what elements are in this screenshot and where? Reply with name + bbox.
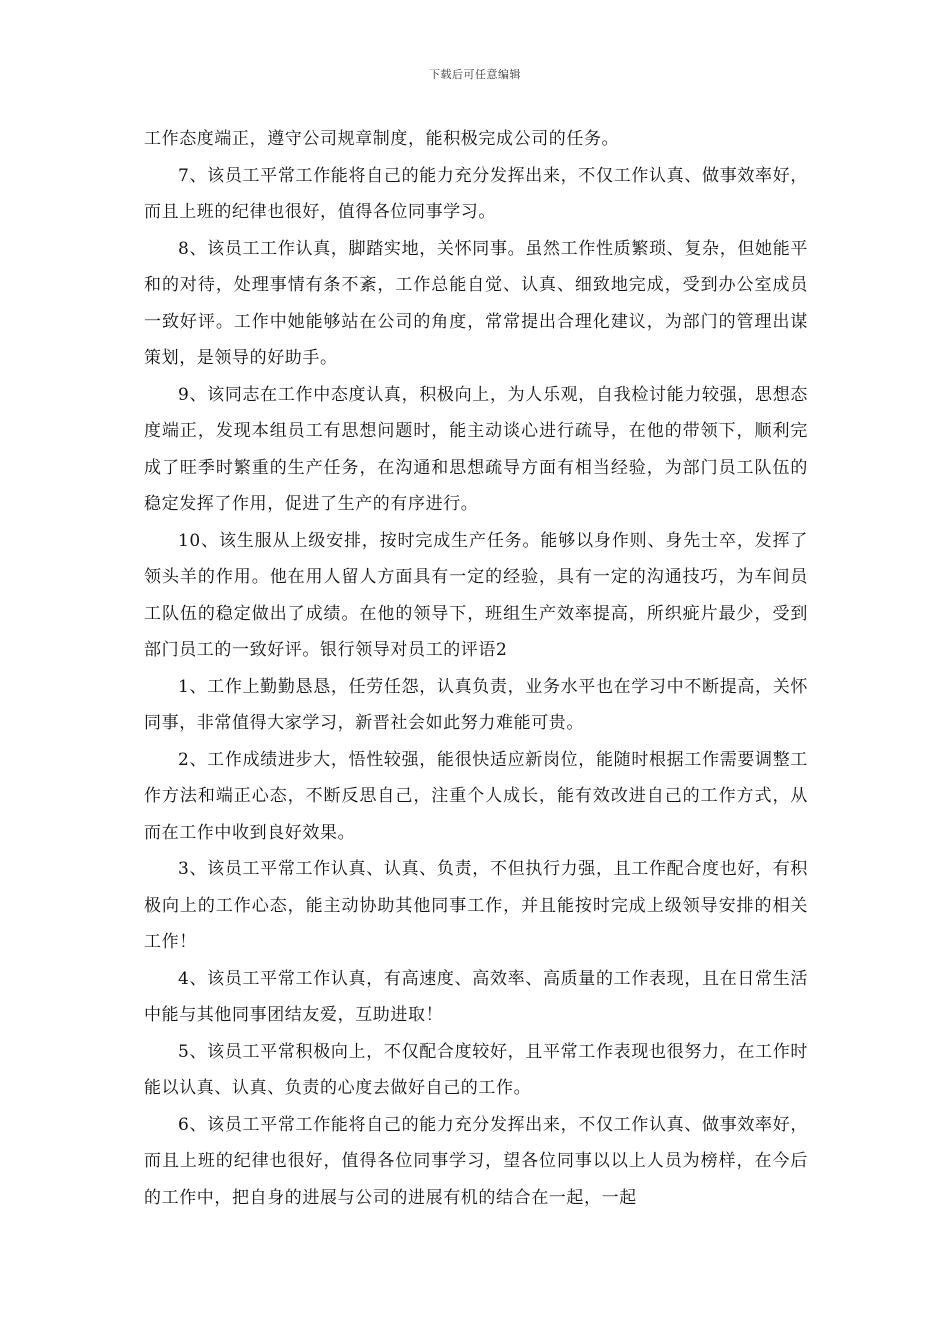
paragraph-item-7: 7、该员工平常工作能将自己的能力充分发挥出来，不仅工作认真、做事效率好，而且上班的纪律也很好，值得各位同事学习。 bbox=[144, 165, 808, 222]
document-body bbox=[144, 121, 808, 1216]
paragraph-item-4: 4、该员工平常工作认真，有高速度、高效率、高质量的工作表现，且在日常生活中能与其他同事团结友爱，互助进取！ bbox=[144, 968, 808, 1025]
paragraph-item-9: 9、该同志在工作中态度认真，积极向上，为人乐观，自我检讨能力较强，思想态度端正，发现本组员工有思想问题时，能主动谈心进行疏导，在他的带领下，顺利完成了旺季时繁重的生产任务，在沟通和思想疏导方面有相当经验，为部门员工队伍的稳定发挥了作用，促进了生产的有序进行。 bbox=[144, 384, 808, 514]
paragraph-item-5: 5、该员工平常积极向上，不仅配合度较好，且平常工作表现也很努力，在工作时能以认真、认真、负责的心度去做好自己的工作。 bbox=[144, 1041, 808, 1098]
paragraph-item-1: 1、工作上勤勤恳恳，任劳任怨，认真负责，业务水平也在学习中不断提高，关怀同事，非常值得大家学习，新晋社会如此努力难能可贵。 bbox=[144, 676, 808, 733]
paragraph-item-10: 10、该生服从上级安排，按时完成生产任务。能够以身作则、身先士卒，发挥了领头羊的作用。他在用人留人方面具有一定的经验，具有一定的沟通技巧，为车间员工队伍的稳定做出了成绩。在他的领导下，班组生产效率提高，所织疵片最少，受到部门员工的一致好评。银行领导对员工的评语2 bbox=[144, 530, 808, 660]
page-header: 下载后可任意编辑 bbox=[429, 68, 521, 81]
paragraph-continuation: 工作态度端正，遵守公司规章制度，能积极完成公司的任务。 bbox=[144, 129, 620, 149]
paragraph-item-2: 2、工作成绩进步大，悟性较强，能很快适应新岗位，能随时根据工作需要调整工作方法和端正心态，不断反思自己，注重个人成长，能有效改进自己的工作方式，从而在工作中收到良好效果。 bbox=[144, 749, 808, 843]
paragraph-item-6: 6、该员工平常工作能将自己的能力充分发挥出来，不仅工作认真、做事效率好，而且上班的纪律也很好，值得各位同事学习，望各位同事以以上人员为榜样，在今后的工作中，把自身的进展与公司的进展有机的结合在一起，一起 bbox=[144, 1114, 808, 1208]
paragraph-item-3: 3、该员工平常工作认真、认真、负责，不但执行力强，且工作配合度也好，有积极向上的工作心态，能主动协助其他同事工作，并且能按时完成上级领导安排的相关工作！ bbox=[144, 859, 808, 952]
paragraph-item-8: 8、该员工工作认真，脚踏实地，关怀同事。虽然工作性质繁琐、复杂，但她能平和的对待，处理事情有条不紊，工作总能自觉、认真、细致地完成，受到办公室成员一致好评。工作中她能够站在公司的角度，常常提出合理化建议，为部门的管理出谋策划，是领导的好助手。 bbox=[144, 238, 808, 368]
